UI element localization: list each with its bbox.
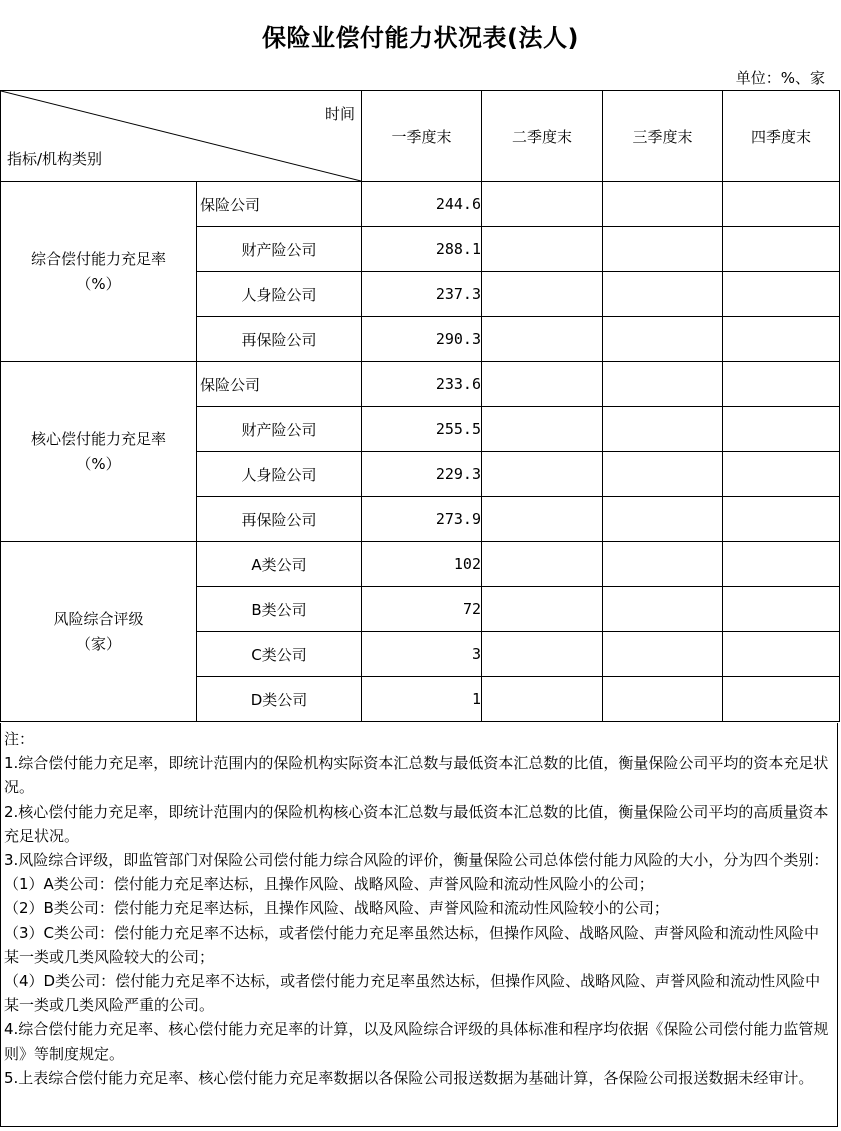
value-cell-q3	[603, 452, 723, 497]
note-item: （4）D类公司：偿付能力充足率不达标，或者偿付能力充足率虽然达标，但操作风险、战略风险、声誉风险和流动性风险中某一类或几类风险严重的公司。	[4, 972, 821, 1015]
value-cell-q1: 255.5	[362, 407, 482, 452]
value-cell-q2	[482, 497, 603, 542]
value-cell-q3	[603, 587, 723, 632]
quarter-header-q1: 一季度末	[362, 91, 482, 182]
value-cell-q4	[723, 182, 840, 227]
row-label: D类公司	[197, 677, 362, 722]
row-label: 再保险公司	[197, 317, 362, 362]
value-cell-q2	[482, 677, 603, 722]
value-cell-q1: 288.1	[362, 227, 482, 272]
value-cell-q2	[482, 317, 603, 362]
note-item: 4.综合偿付能力充足率、核心偿付能力充足率的计算，以及风险综合评级的具体标准和程序均依据《保险公司偿付能力监管规则》等制度规定。	[4, 1020, 829, 1063]
value-cell-q1: 237.3	[362, 272, 482, 317]
value-cell-q4	[723, 272, 840, 317]
value-cell-q2	[482, 587, 603, 632]
row-label: B类公司	[197, 587, 362, 632]
row-label: C类公司	[197, 632, 362, 677]
row-label: 保险公司	[197, 182, 362, 227]
note-item: 1.综合偿付能力充足率，即统计范围内的保险机构实际资本汇总数与最低资本汇总数的比值，衡量保险公司平均的资本充足状况。	[4, 754, 829, 797]
value-cell-q1: 244.6	[362, 182, 482, 227]
value-cell-q4	[723, 227, 840, 272]
value-cell-q1: 233.6	[362, 362, 482, 407]
row-label: 保险公司	[197, 362, 362, 407]
unit-label: 单位：%、家	[735, 69, 825, 87]
value-cell-q3	[603, 677, 723, 722]
table-row	[1, 182, 840, 227]
page-title: 保险业偿付能力状况表(法人)	[262, 24, 579, 52]
value-cell-q2	[482, 182, 603, 227]
note-item: （3）C类公司：偿付能力充足率不达标，或者偿付能力充足率虽然达标，但操作风险、战略风险、声誉风险和流动性风险中某一类或几类风险较大的公司；	[4, 923, 820, 966]
value-cell-q3	[603, 317, 723, 362]
value-cell-q1: 102	[362, 542, 482, 587]
row-label: A类公司	[197, 542, 362, 587]
group-label-composite	[1, 182, 197, 362]
row-label: 人身险公司	[197, 272, 362, 317]
value-cell-q1: 3	[362, 632, 482, 677]
header-row	[1, 91, 840, 182]
note-item: （1）A类公司：偿付能力充足率达标，且操作风险、战略风险、声誉风险和流动性风险小的公司；	[4, 875, 654, 894]
value-cell-q4	[723, 407, 840, 452]
value-cell-q2	[482, 632, 603, 677]
diagonal-header-cell	[1, 91, 362, 182]
row-label: 人身险公司	[197, 452, 362, 497]
value-cell-q4	[723, 452, 840, 497]
value-cell-q2	[482, 542, 603, 587]
value-cell-q3	[603, 497, 723, 542]
value-cell-q1: 72	[362, 587, 482, 632]
value-cell-q4	[723, 317, 840, 362]
value-cell-q3	[603, 362, 723, 407]
quarter-header-q3: 三季度末	[603, 91, 723, 182]
row-label: 财产险公司	[197, 407, 362, 452]
value-cell-q4	[723, 587, 840, 632]
value-cell-q3	[603, 182, 723, 227]
value-cell-q1: 273.9	[362, 497, 482, 542]
value-cell-q1: 1	[362, 677, 482, 722]
value-cell-q3	[603, 632, 723, 677]
value-cell-q2	[482, 362, 603, 407]
solvency-table	[0, 90, 840, 722]
value-cell-q4	[723, 632, 840, 677]
group-label-core	[1, 362, 197, 542]
table-row	[1, 542, 840, 587]
value-cell-q2	[482, 407, 603, 452]
note-item: 5.上表综合偿付能力充足率、核心偿付能力充足率数据以各保险公司报送数据为基础计算，各保险公司报送数据未经审计。	[4, 1068, 814, 1087]
value-cell-q3	[603, 227, 723, 272]
value-cell-q1: 290.3	[362, 317, 482, 362]
value-cell-q4	[723, 542, 840, 587]
group-unit: （%）	[76, 274, 121, 293]
notes-heading: 注：	[4, 730, 35, 748]
value-cell-q2	[482, 272, 603, 317]
time-header-label: 时间	[324, 105, 355, 123]
group-title: 综合偿付能力充足率	[30, 249, 166, 268]
table-row	[1, 362, 840, 407]
value-cell-q3	[603, 407, 723, 452]
group-unit: （家）	[75, 634, 121, 653]
value-cell-q2	[482, 227, 603, 272]
value-cell-q4	[723, 677, 840, 722]
value-cell-q3	[603, 542, 723, 587]
group-label-rating	[1, 542, 197, 722]
note-item: 3.风险综合评级，即监管部门对保险公司偿付能力综合风险的评价，衡量保险公司总体偿付能力风险的大小，分为四个类别：	[4, 851, 829, 870]
row-label: 再保险公司	[197, 497, 362, 542]
group-title: 风险综合评级	[53, 609, 144, 628]
value-cell-q2	[482, 452, 603, 497]
group-unit: （%）	[76, 454, 121, 473]
index-header-label: 指标/机构类别	[7, 150, 103, 168]
value-cell-q1: 229.3	[362, 452, 482, 497]
notes-section	[0, 723, 838, 1127]
value-cell-q4	[723, 362, 840, 407]
note-item: （2）B类公司：偿付能力充足率达标，且操作风险、战略风险、声誉风险和流动性风险较小的公司；	[4, 899, 669, 918]
note-item: 2.核心偿付能力充足率，即统计范围内的保险机构核心资本汇总数与最低资本汇总数的比值，衡量保险公司平均的高质量资本充足状况。	[4, 802, 829, 845]
group-title: 核心偿付能力充足率	[30, 429, 166, 448]
quarter-header-q4: 四季度末	[723, 91, 840, 182]
value-cell-q3	[603, 272, 723, 317]
row-label: 财产险公司	[197, 227, 362, 272]
quarter-header-q2: 二季度末	[482, 91, 603, 182]
value-cell-q4	[723, 497, 840, 542]
